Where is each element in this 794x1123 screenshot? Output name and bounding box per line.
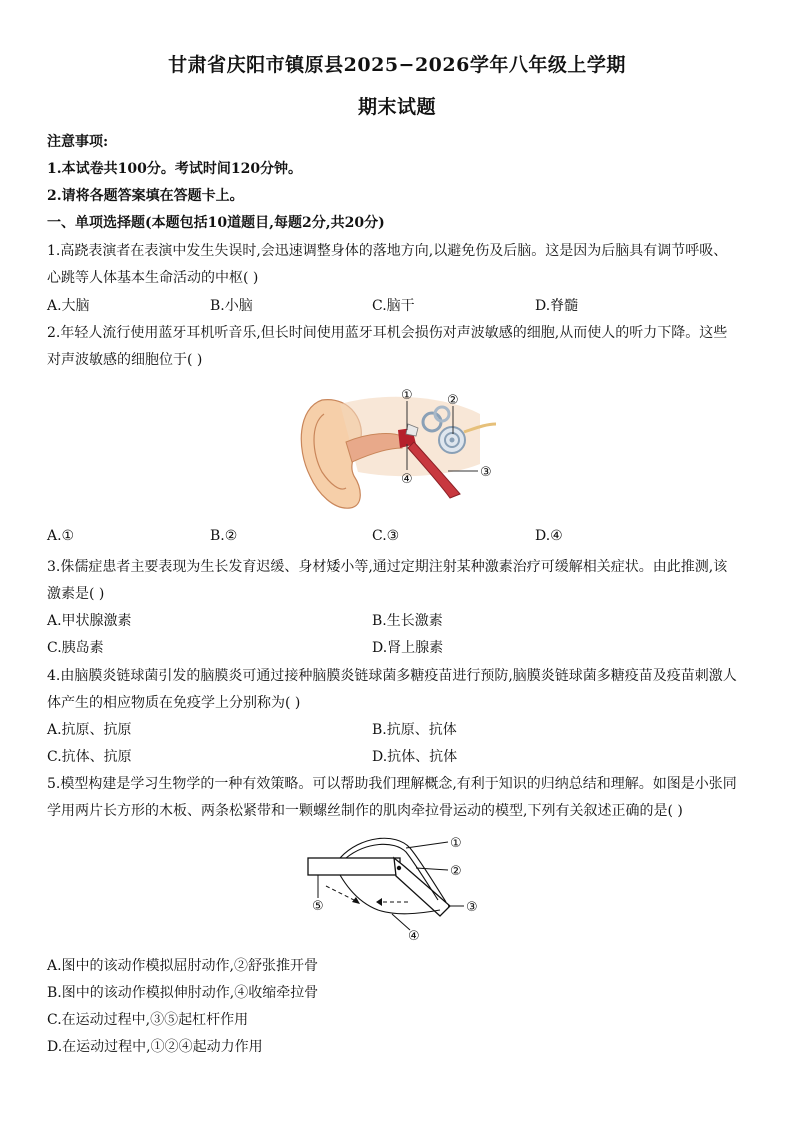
ear-diagram: [300, 384, 500, 516]
ear-label-3: ③: [480, 465, 492, 480]
question-5-option-b: B.图中的该动作模拟伸肘动作,④收缩牵拉骨: [47, 985, 319, 1001]
question-4-option-d: D.抗体、抗体: [372, 749, 458, 765]
question-4-stem-line1: 4.由脑膜炎链球菌引发的脑膜炎可通过接种脑膜炎链球菌多糖疫苗进行预防,脑膜炎链球菌多糖疫苗及疫苗刺激人: [47, 668, 737, 684]
question-3-option-a: A.甲状腺激素: [47, 613, 132, 629]
notes-item-1: 1.本试卷共100分。考试时间120分钟。: [47, 161, 303, 177]
question-3-option-b: B.生长激素: [372, 613, 443, 629]
section-heading: 一、单项选择题(本题包括10道题目,每题2分,共20分): [47, 215, 385, 231]
model-label-1: ①: [450, 836, 462, 851]
model-label-3: ③: [466, 900, 478, 915]
question-5-option-c: C.在运动过程中,③⑤起杠杆作用: [47, 1012, 249, 1028]
question-5-stem-line1: 5.模型构建是学习生物学的一种有效策略。可以帮助我们理解概念,有利于知识的归纳总结和理解。如图是小张同: [47, 776, 737, 792]
ear-label-4: ④: [401, 472, 413, 487]
question-1-option-d: D.脊髓: [535, 298, 579, 314]
question-2-option-d: D.④: [535, 528, 563, 544]
model-label-2: ②: [450, 864, 462, 879]
ear-label-2: ②: [447, 393, 459, 408]
question-1-stem-line2: 心跳等人体基本生命活动的中枢( ): [47, 270, 259, 286]
question-5-option-d: D.在运动过程中,①②④起动力作用: [47, 1039, 263, 1055]
question-4-option-c: C.抗体、抗原: [47, 749, 132, 765]
question-1-stem-line1: 1.高跷表演者在表演中发生失误时,会迅速调整身体的落地方向,以避免伤及后脑。这是因为后脑具有调节呼吸、: [47, 243, 728, 259]
model-label-4: ④: [408, 929, 420, 944]
question-2-stem-line2: 对声波敏感的细胞位于( ): [47, 352, 203, 368]
exam-title-line1: 甘肃省庆阳市镇原县2025−2026学年八年级上学期: [168, 54, 626, 76]
question-1-option-a: A.大脑: [47, 298, 90, 314]
question-2-stem-line1: 2.年轻人流行使用蓝牙耳机听音乐,但长时间使用蓝牙耳机会损伤对声波敏感的细胞,从而使人的听力下降。这些: [47, 325, 728, 341]
question-3-stem-line1: 3.侏儒症患者主要表现为生长发育迟缓、身材矮小等,通过定期注射某种激素治疗可缓解相关症状。由此推测,该: [47, 559, 728, 575]
question-1-option-c: C.脑干: [372, 298, 415, 314]
question-4-stem-line2: 体产生的相应物质在免疫学上分别称为( ): [47, 695, 301, 711]
question-3-option-d: D.肾上腺素: [372, 640, 444, 656]
exam-title-line2: 期末试题: [357, 96, 436, 118]
notes-item-2: 2.请将各题答案填在答题卡上。: [47, 188, 244, 204]
question-2-option-b: B.②: [210, 528, 238, 544]
question-4-option-b: B.抗原、抗体: [372, 722, 457, 738]
muscle-model-diagram: [300, 830, 490, 945]
question-1-option-b: B.小脑: [210, 298, 253, 314]
notes-heading: 注意事项:: [47, 134, 109, 150]
question-5-option-a: A.图中的该动作模拟屈肘动作,②舒张推开骨: [47, 958, 319, 974]
question-5-stem-line2: 学用两片长方形的木板、两条松紧带和一颗螺丝制作的肌肉牵拉骨运动的模型,下列有关叙述正确的是( ): [47, 803, 683, 819]
model-label-5: ⑤: [312, 899, 324, 914]
ear-label-1: ①: [401, 388, 413, 403]
question-3-stem-line2: 激素是( ): [47, 586, 105, 602]
question-2-option-a: A.①: [47, 528, 75, 544]
question-4-option-a: A.抗原、抗原: [47, 722, 132, 738]
question-2-option-c: C.③: [372, 528, 400, 544]
question-3-option-c: C.胰岛素: [47, 640, 104, 656]
